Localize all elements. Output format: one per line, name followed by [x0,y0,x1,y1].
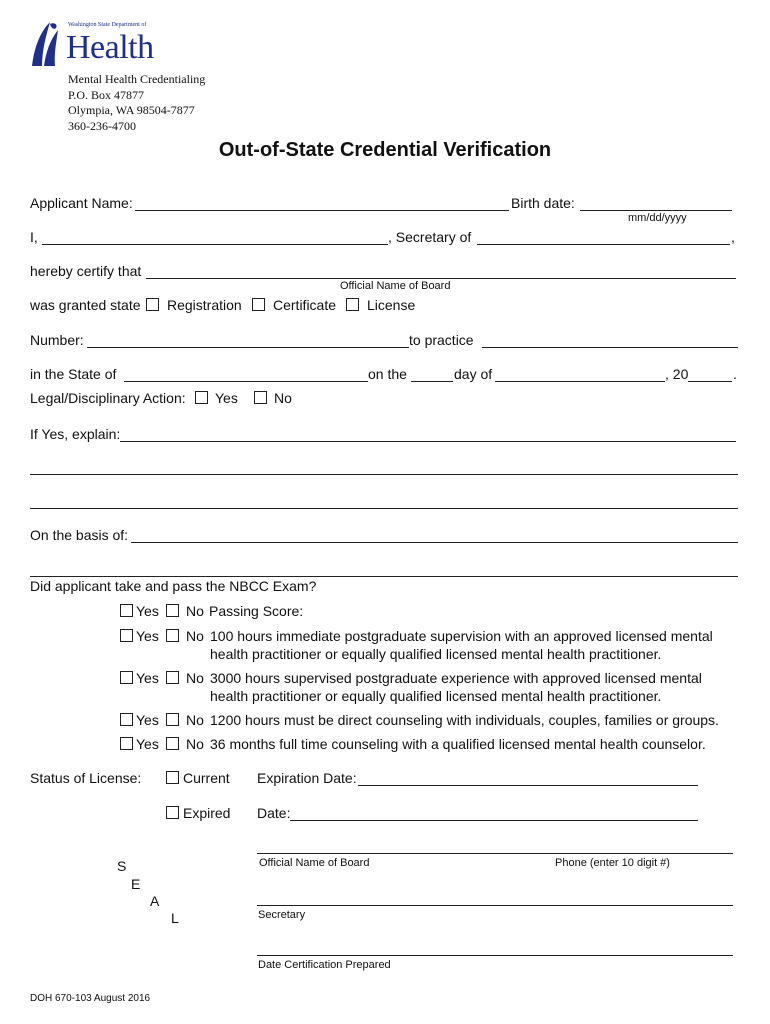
legal-yes-checkbox[interactable] [195,391,208,404]
expired-checkbox[interactable] [166,806,179,819]
nbcc-question: Did applicant take and pass the NBCC Exam? [30,578,317,594]
item2-text-line2: health practitioner or equally qualified licensed mental health practitioner. [210,688,662,704]
explain-field-line-2[interactable] [30,474,738,475]
birth-date-label: Birth date: [511,195,575,211]
status-label: Status of License: [30,770,142,786]
item3-no-label: No [186,712,204,728]
basis-field-line-2[interactable] [30,576,738,577]
seal-letter: E [131,876,141,892]
address-line: 360-236-4700 [68,118,136,133]
item2-yes-label: Yes [136,670,159,686]
item1-yes-checkbox[interactable] [120,629,133,642]
day-of-label: day of [454,366,493,382]
item1-no-checkbox[interactable] [166,629,179,642]
basis-field[interactable] [131,542,738,543]
date-format-hint: mm/dd/yyyy [628,212,687,224]
item1-text-line2: health practitioner or equally qualified licensed mental health practitioner. [210,646,662,662]
passing-score-label: Passing Score: [209,603,304,619]
item3-no-checkbox[interactable] [166,713,179,726]
year-prefix-label: , 20 [665,366,689,382]
item4-yes-checkbox[interactable] [120,737,133,750]
expiration-field[interactable] [358,785,698,786]
brand-wordmark: Health [66,29,154,66]
period-text: . [733,366,737,382]
hereby-certify-label: hereby certify that [30,263,142,279]
expired-date-field[interactable] [290,820,698,821]
official-board-hint: Official Name of Board [340,280,451,292]
item4-no-label: No [186,736,204,752]
to-practice-field[interactable] [482,347,738,348]
page-title: Out-of-State Credential Verification [218,139,552,161]
date-prepared-caption: Date Certification Prepared [258,959,391,971]
date-prepared-field[interactable] [257,955,733,956]
year-field[interactable] [688,381,732,382]
address-line: Mental Health Credentialing [68,72,206,86]
legal-action-label: Legal/Disciplinary Action: [30,390,186,406]
birth-date-field[interactable] [580,210,732,211]
expired-label: Expired [183,805,231,821]
explain-field[interactable] [120,441,736,442]
item4-no-checkbox[interactable] [166,737,179,750]
number-label: Number: [30,332,84,348]
nbcc-no-checkbox[interactable] [166,604,179,617]
doh-logo-mark-icon [28,18,70,70]
legal-yes-label: Yes [215,390,238,406]
nbcc-yes-label: Yes [136,603,159,619]
nbcc-no-label: No [186,603,204,619]
seal-letter: A [150,893,160,909]
license-checkbox[interactable] [346,298,359,311]
day-field[interactable] [411,381,453,382]
address-line: P.O. Box 47877 [68,87,145,102]
item2-no-checkbox[interactable] [166,671,179,684]
was-granted-label: was granted state [30,297,141,313]
state-of-label: in the State of [30,366,117,382]
address-block [68,72,205,134]
certificate-checkbox[interactable] [252,298,265,311]
on-basis-label: On the basis of: [30,527,129,543]
if-yes-label: If Yes, explain: [30,426,121,442]
address-line: Olympia, WA 98504-7877 [68,103,195,117]
month-field[interactable] [495,381,665,382]
seal-letter: L [171,910,179,926]
form-number-footer: DOH 670-103 August 2016 [30,993,151,1004]
item3-text: 1200 hours must be direct counseling with individuals, couples, families or groups. [210,712,719,728]
expiration-label: Expiration Date: [257,770,357,786]
registration-label: Registration [167,297,242,313]
item2-no-label: No [186,670,204,686]
applicant-name-label: Applicant Name: [30,195,133,211]
secretary-signature-field[interactable] [257,905,733,906]
item1-yes-label: Yes [136,628,159,644]
phone-caption: Phone (enter 10 digit #) [555,857,670,869]
secretary-caption: Secretary [258,909,306,921]
i-label: I, [30,229,38,245]
expired-date-label: Date: [257,805,291,821]
item1-text-line1: 100 hours immediate postgraduate supervision with an approved licensed mental [210,628,713,644]
doh-logo [28,18,178,70]
legal-no-label: No [274,390,292,406]
item2-yes-checkbox[interactable] [120,671,133,684]
item2-text-line1: 3000 hours supervised postgraduate experience with approved licensed mental [210,670,702,686]
secretary-of-field[interactable] [477,244,730,245]
item4-text: 36 months full time counseling with a qualified licensed mental health counselor. [210,736,706,752]
secretary-name-field[interactable] [42,244,388,245]
license-label: License [367,297,416,313]
on-the-label: on the [368,366,407,382]
seal-letter: S [117,858,127,874]
agency-small-text: Washington State Department of [68,22,147,28]
item1-no-label: No [186,628,204,644]
applicant-name-field[interactable] [135,210,509,211]
item3-yes-label: Yes [136,712,159,728]
explain-field-line-3[interactable] [30,508,738,509]
current-label: Current [183,770,230,786]
certificate-label: Certificate [273,297,337,313]
secretary-of-label: , Secretary of [388,229,472,245]
official-board-caption: Official Name of Board [259,857,370,869]
number-field[interactable] [87,347,409,348]
item4-yes-label: Yes [136,736,159,752]
comma-text: , [731,229,735,245]
certified-person-field[interactable] [146,278,736,279]
to-practice-label: to practice [409,332,474,348]
nbcc-yes-checkbox[interactable] [120,604,133,617]
item3-yes-checkbox[interactable] [120,713,133,726]
current-checkbox[interactable] [166,771,179,784]
state-field[interactable] [124,381,368,382]
official-board-signature-field[interactable] [257,853,733,854]
legal-no-checkbox[interactable] [254,391,267,404]
registration-checkbox[interactable] [146,298,159,311]
